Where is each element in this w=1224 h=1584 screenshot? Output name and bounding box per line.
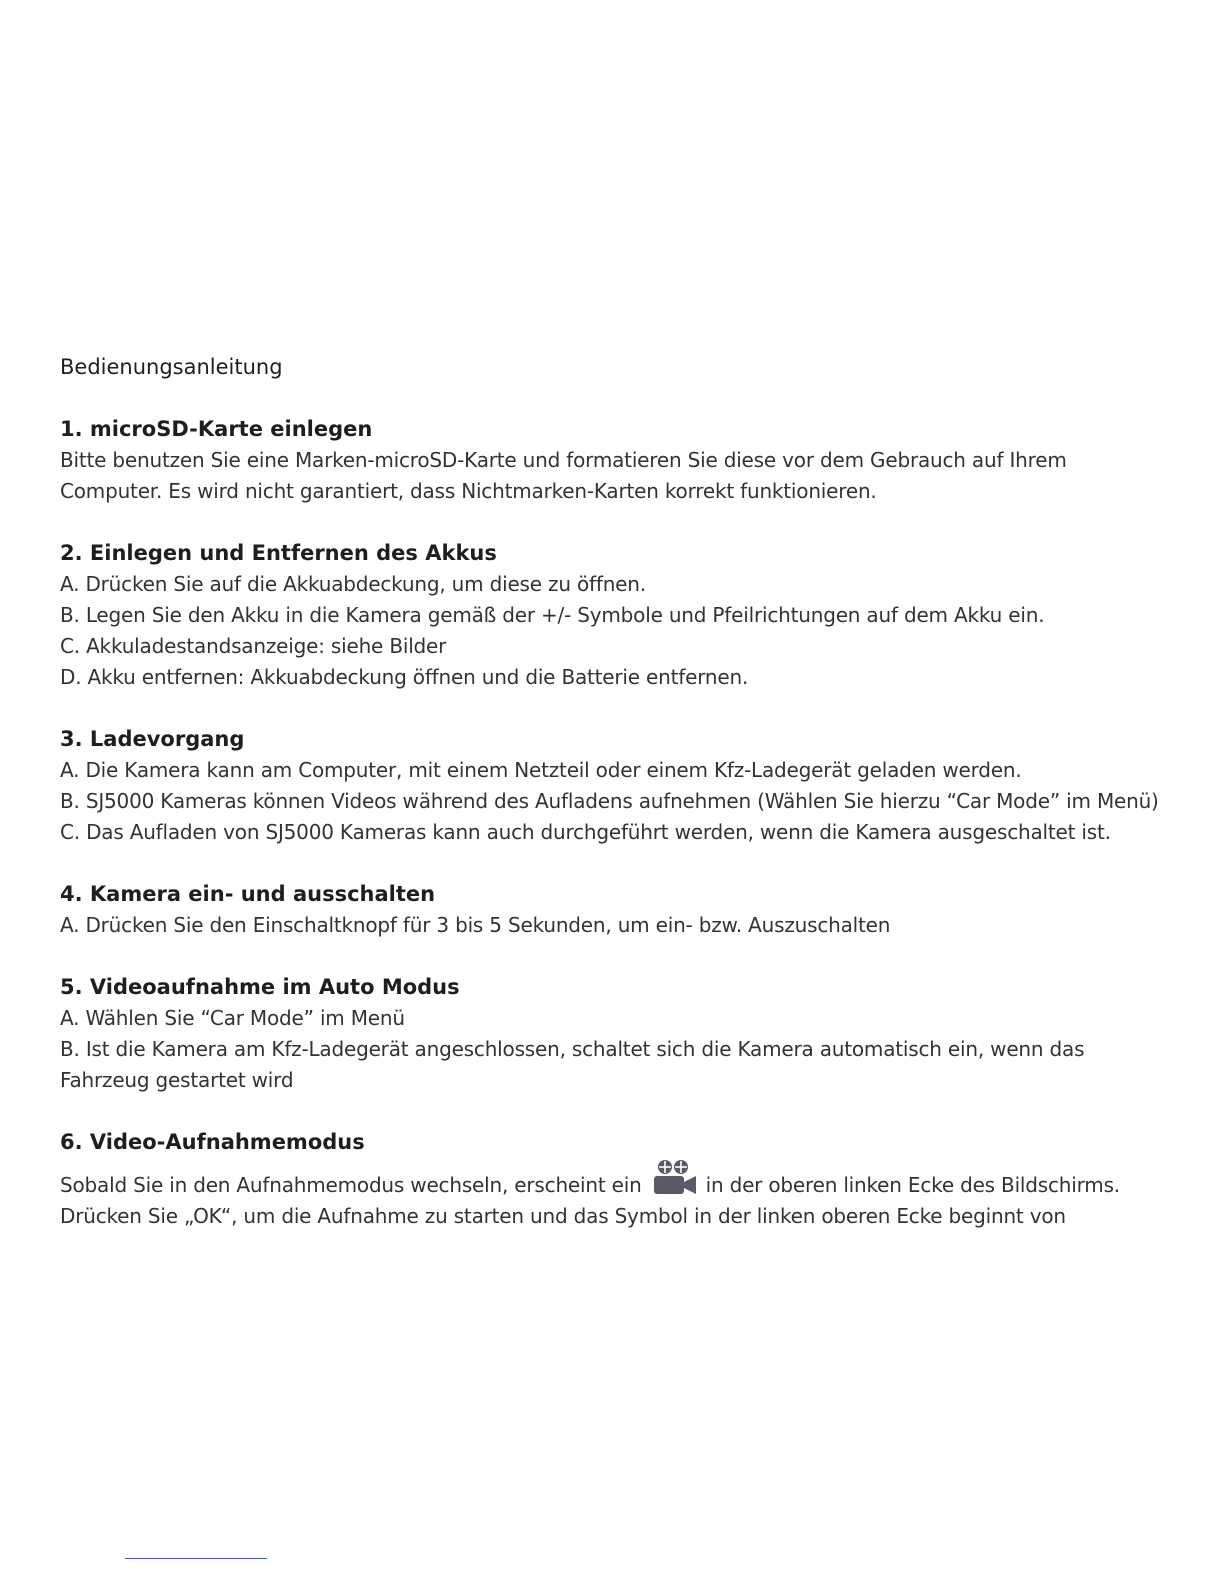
section-microsd [60, 414, 1170, 507]
section-text: C. Akkuladestandsanzeige: siehe Bilder [60, 634, 447, 658]
section-heading: 4. Kamera ein- und ausschalten [60, 882, 436, 906]
section-text: D. Akku entfernen: Akkuabdeckung öffnen und die Batterie entfernen. [60, 665, 749, 689]
section-text: Bitte benutzen Sie eine Marken-microSD-Karte und formatieren Sie diese vor dem Gebrauch auf Ihrem Computer. Es wird nicht garantiert, dass Nichtmarken-Karten korrekt funktionieren. [60, 448, 1067, 503]
section-text: B. Ist die Kamera am Kfz-Ladegerät angeschlossen, schaltet sich die Kamera automatisch ein, wenn das Fahrzeug gestartet wird [60, 1037, 1085, 1092]
video-camera-icon [650, 1158, 698, 1198]
section-auto-mode [60, 972, 1170, 1096]
document-title: Bedienungsanleitung [60, 355, 283, 379]
section-text: A. Wählen Sie “Car Mode” im Menü [60, 1006, 405, 1030]
section-heading: 5. Videoaufnahme im Auto Modus [60, 975, 460, 999]
section-heading: 1. microSD-Karte einlegen [60, 417, 373, 441]
footnote-divider [125, 1558, 267, 1559]
section-text: A. Drücken Sie auf die Akkuabdeckung, um diese zu öffnen. [60, 572, 646, 596]
section-text: C. Das Aufladen von SJ5000 Kameras kann auch durchgeführt werden, wenn die Kamera ausgeschaltet ist. [60, 820, 1111, 844]
section-heading: 3. Ladevorgang [60, 727, 245, 751]
section-text: A. Die Kamera kann am Computer, mit einem Netzteil oder einem Kfz-Ladegerät geladen werden. [60, 758, 1022, 782]
section-text [60, 1158, 1170, 1232]
section-text: A. Drücken Sie den Einschaltknopf für 3 bis 5 Sekunden, um ein- bzw. Auszuschalten [60, 913, 891, 937]
section-text: B. Legen Sie den Akku in die Kamera gemäß der +/- Symbole und Pfeilrichtungen auf dem Akku ein. [60, 603, 1045, 627]
section-text: B. SJ5000 Kameras können Videos während des Aufladens aufnehmen (Wählen Sie hierzu “Car Mode” im Menü) [60, 789, 1159, 813]
document-page [60, 352, 1170, 1263]
section-charging [60, 724, 1170, 848]
section-video-mode [60, 1127, 1170, 1232]
section-power [60, 879, 1170, 941]
section-heading: 2. Einlegen und Entfernen des Akkus [60, 541, 497, 565]
text-before-icon: Sobald Sie in den Aufnahmemodus wechseln, erscheint ein [60, 1173, 642, 1197]
text-after-icon: in der oberen linken Ecke des Bildschirms. Drücken Sie „OK“, um die Aufnahme zu starten und das Symbol in der linken oberen Ecke beginnt von [60, 1173, 1120, 1228]
section-battery [60, 538, 1170, 693]
section-heading: 6. Video-Aufnahmemodus [60, 1130, 365, 1154]
